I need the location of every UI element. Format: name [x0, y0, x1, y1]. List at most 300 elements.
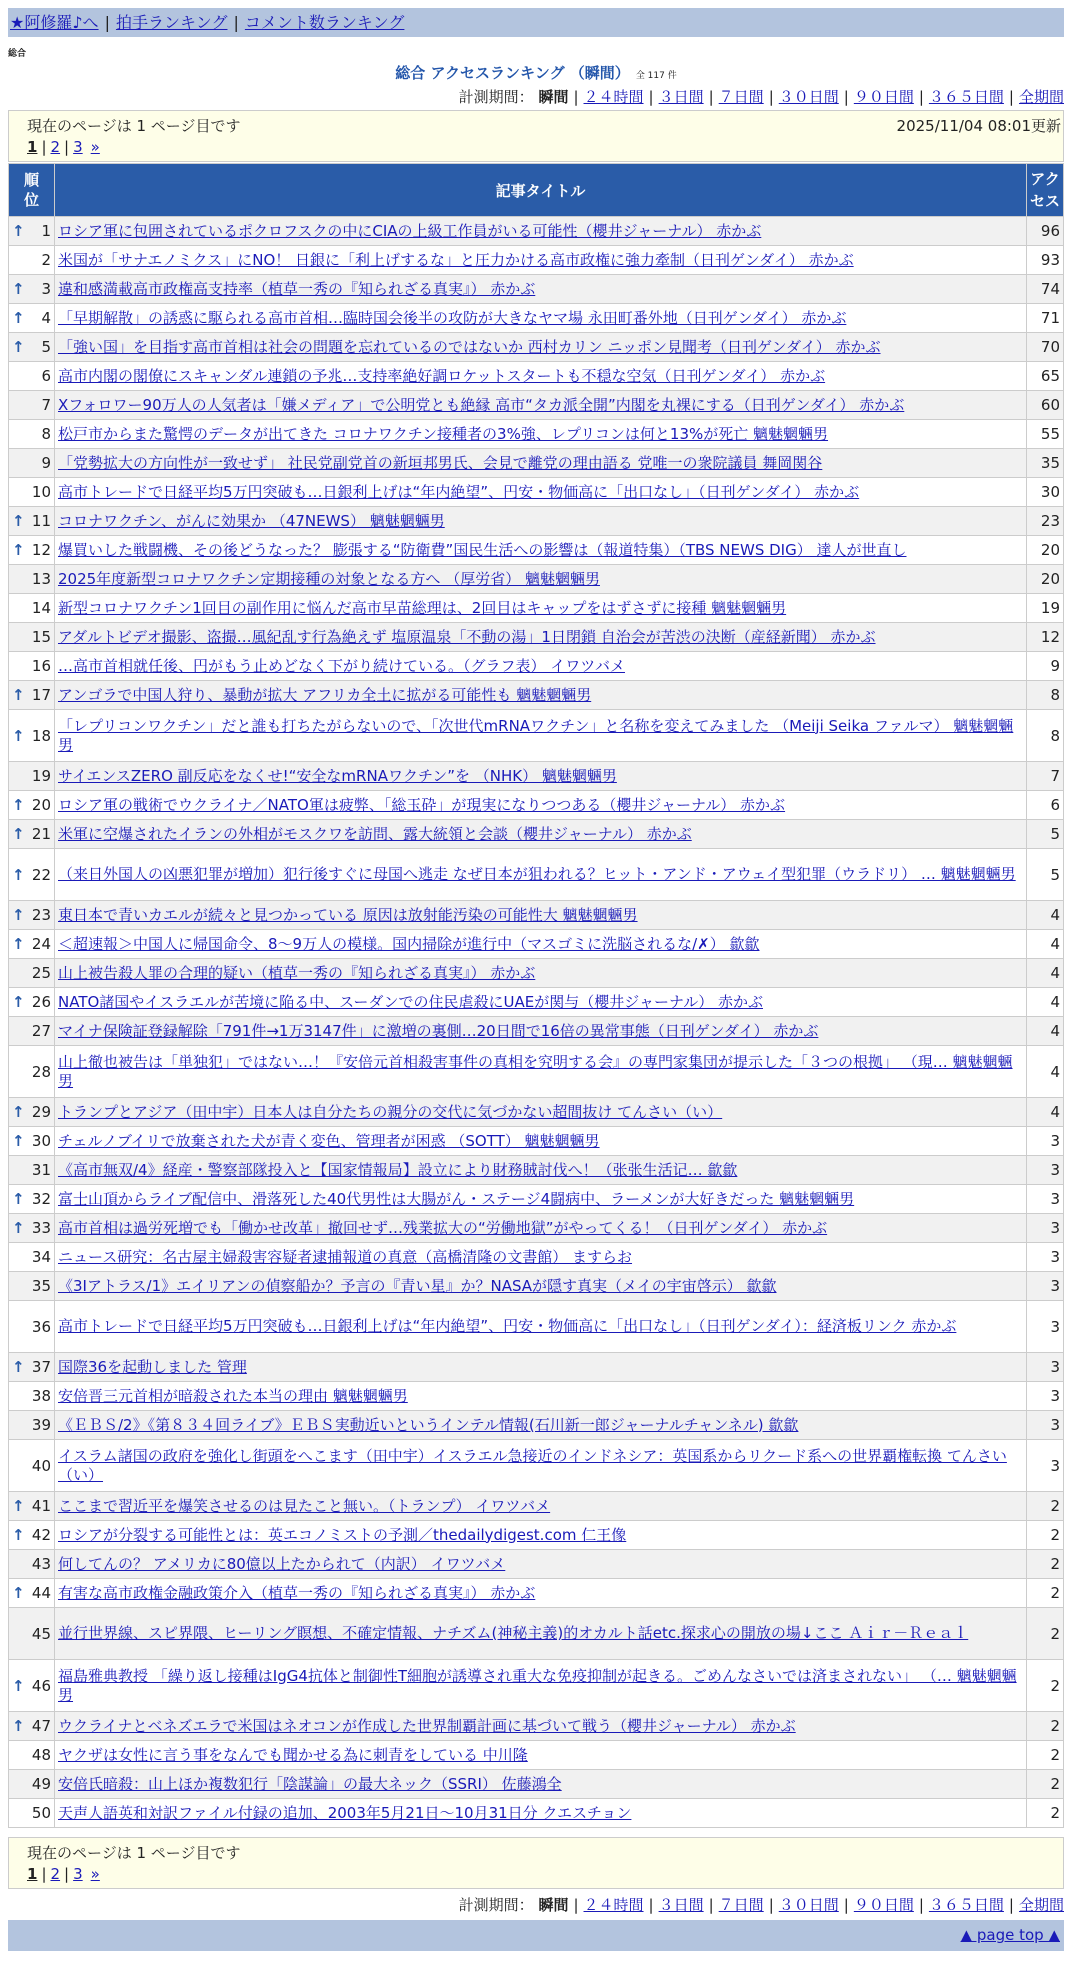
period-24h-link[interactable]: ２４時間: [583, 88, 644, 106]
rank-number: 27: [31, 1022, 51, 1040]
rank-cell: [9, 710, 55, 762]
rank-cell: [9, 849, 55, 901]
table-row: [9, 762, 1064, 791]
table-row: [9, 1127, 1064, 1156]
rank-cell: [9, 594, 55, 623]
title-cell: [55, 1440, 1027, 1492]
rank-number: 3: [41, 280, 51, 298]
table-row: [9, 1214, 1064, 1243]
access-count: 2: [1027, 1799, 1064, 1828]
rank-cell: [9, 217, 55, 246]
rank-cell: [9, 1440, 55, 1492]
rank-up-arrow-icon: ↑: [12, 906, 25, 924]
title-cell: [55, 849, 1027, 901]
rank-up-arrow-icon: ↑: [12, 1219, 25, 1237]
period-selector-bottom: 計測期間： 瞬間 | ２４時間 | ３日間 | ７日間 | ３０日間 | ９０日間 | ３６５日間 | 全期間: [458, 1896, 1064, 1914]
rank-up-arrow-icon: ↑: [12, 796, 25, 814]
article-title-link[interactable]: Xフォロワー90万人の人気者は「嫌メディア」で公明党とも絶縁 高市“タカ派全開”内閣を丸裸にする（日刊ゲンダイ） 赤かぶ: [58, 395, 905, 414]
rank-cell: [9, 1214, 55, 1243]
title-cell: [55, 652, 1027, 681]
period-all-link[interactable]: 全期間: [1018, 1896, 1064, 1914]
rank-number: 39: [31, 1416, 51, 1434]
title-cell: [55, 1741, 1027, 1770]
title-cell: [55, 959, 1027, 988]
rank-up-arrow-icon: ↑: [12, 993, 25, 1011]
title-cell: [55, 681, 1027, 710]
access-count: 55: [1027, 420, 1064, 449]
access-count: 8: [1027, 681, 1064, 710]
access-count: 30: [1027, 478, 1064, 507]
article-title-link[interactable]: マイナ保険証登録解除「791件→1万3147件」に激増の裏側…20日間で16倍の異常事態（日刊ゲンダイ） 赤かぶ: [58, 1021, 819, 1040]
access-count: 60: [1027, 391, 1064, 420]
rank-number: 19: [31, 767, 51, 785]
rank-number: 34: [31, 1248, 51, 1266]
table-row: [9, 1712, 1064, 1741]
rank-cell: [9, 1185, 55, 1214]
rank-cell: [9, 1608, 55, 1660]
rank-number: 4: [41, 309, 51, 327]
rank-number: 8: [41, 425, 51, 443]
home-link[interactable]: ★阿修羅♪へ: [10, 13, 99, 32]
rank-up-arrow-icon: ↑: [12, 1358, 25, 1376]
table-row: [9, 275, 1064, 304]
page-1-link[interactable]: 1: [27, 1865, 38, 1883]
access-count: 2: [1027, 1741, 1064, 1770]
page-info-bottom: [8, 1837, 1064, 1889]
period-24h-link[interactable]: ２４時間: [583, 1896, 644, 1914]
period-all-link[interactable]: 全期間: [1018, 88, 1064, 106]
title-cell: [55, 1272, 1027, 1301]
article-title-link[interactable]: 《3Iアトラス/1》エイリアンの偵察船か？予言の『青い星』か？NASAが隠す真実（メイの宇宙啓示） 歙歙: [58, 1276, 777, 1295]
title-cell: [55, 901, 1027, 930]
access-count: 70: [1027, 333, 1064, 362]
rank-up-arrow-icon: ↑: [12, 1132, 25, 1150]
article-title-link[interactable]: …高市首相就任後、円がもう止めどなく下がり続けている。（グラフ表） イワツバメ: [58, 656, 625, 675]
title-cell: [55, 1550, 1027, 1579]
applause-ranking-link[interactable]: 拍手ランキング: [115, 13, 228, 32]
next-page-link[interactable]: »: [90, 138, 100, 156]
rank-number: 20: [31, 796, 51, 814]
access-count: 2: [1027, 1660, 1064, 1712]
rank-cell: [9, 652, 55, 681]
rank-cell: [9, 478, 55, 507]
title-cell: [55, 333, 1027, 362]
ranking-title: 総合 アクセスランキング （瞬間）: [395, 64, 630, 82]
comment-ranking-link[interactable]: コメント数ランキング: [244, 13, 405, 32]
rank-number: 32: [31, 1190, 51, 1208]
title-cell: [55, 246, 1027, 275]
table-row: [9, 901, 1064, 930]
title-cell: [55, 362, 1027, 391]
rank-number: 6: [41, 367, 51, 385]
rank-cell: [9, 333, 55, 362]
rank-cell: [9, 1712, 55, 1741]
rank-number: 45: [31, 1624, 51, 1643]
page-1-link[interactable]: 1: [27, 138, 38, 156]
article-title-link[interactable]: 高市トレードで日経平均5万円突破も…日銀利上げは“年内絶望”、円安・物価高に「出口なし」（日刊ゲンダイ）：経済板リンク 赤かぶ: [58, 1317, 957, 1335]
article-title-link[interactable]: ロシア軍に包囲されているポクロフスクの中にCIAの上級工作員がいる可能性（櫻井ジャーナル） 赤かぶ: [58, 221, 762, 240]
period-3d-link[interactable]: ３日間: [658, 1896, 704, 1914]
title-cell: [55, 536, 1027, 565]
table-row: [9, 246, 1064, 275]
table-row: [9, 959, 1064, 988]
article-title-link[interactable]: サイエンスZERO 副反応をなくせ!“安全なmRNAワクチン”を （NHK） 魑魅魍魎男: [58, 766, 617, 785]
rank-number: 13: [31, 570, 51, 588]
table-row: [9, 1301, 1064, 1353]
rank-number: 15: [31, 628, 51, 646]
article-title-link[interactable]: コロナワクチン、がんに効果か （47NEWS） 魑魅魍魎男: [58, 511, 445, 530]
article-title-link[interactable]: 山上徹也被告は「単独犯」ではない…！『安倍元首相殺害事件の真相を究明する会』の専門家集団が提示した「３つの根拠」 （現… 魑魅魍魎男: [58, 1052, 1013, 1090]
period-7d-link[interactable]: ７日間: [718, 88, 764, 106]
rank-cell: [9, 420, 55, 449]
rank-number: 47: [31, 1717, 51, 1735]
access-count: 3: [1027, 1411, 1064, 1440]
access-count: 19: [1027, 594, 1064, 623]
article-title-link[interactable]: イスラム諸国の政府を強化し街頭をへこます（田中宇）イスラエル急接近のインドネシア：英国系からリクード系への世界覇権転換 てんさい（い）: [58, 1446, 1007, 1484]
rank-up-arrow-icon: ↑: [12, 686, 25, 704]
rank-cell: [9, 1579, 55, 1608]
table-row: [9, 1660, 1064, 1712]
title-cell: [55, 1382, 1027, 1411]
period-3d-link[interactable]: ３日間: [658, 88, 704, 106]
top-nav-bar: [8, 8, 1064, 37]
access-count: 35: [1027, 449, 1064, 478]
page-top-link[interactable]: ▲ page top ▲: [960, 1926, 1060, 1944]
article-title-link[interactable]: NATO諸国やイスラエルが苦境に陥る中、スーダンでの住民虐殺にUAEが関与（櫻井ジャーナル） 赤かぶ: [58, 992, 763, 1011]
header-title: 記事タイトル: [55, 164, 1027, 217]
rank-cell: [9, 1382, 55, 1411]
rank-number: 5: [41, 338, 51, 356]
access-count: 20: [1027, 536, 1064, 565]
access-count: 3: [1027, 1301, 1064, 1353]
title-cell: [55, 275, 1027, 304]
rank-up-arrow-icon: ↑: [12, 280, 25, 298]
rank-cell: [9, 507, 55, 536]
access-count: 3: [1027, 1185, 1064, 1214]
article-title-link[interactable]: 福島雅典教授 「繰り返し接種はIgG4抗体と制御性T細胞が誘導され重大な免疫抑制が起きる。ごめんなさいでは済まされない」 （… 魑魅魍魎男: [58, 1666, 1017, 1704]
access-count: 4: [1027, 901, 1064, 930]
rank-number: 24: [31, 935, 51, 953]
rank-cell: [9, 1243, 55, 1272]
table-row: [9, 988, 1064, 1017]
article-title-link[interactable]: 安倍晋三元首相が暗殺された本当の理由 魑魅魍魎男: [58, 1386, 408, 1405]
rank-cell: [9, 304, 55, 333]
article-title-link[interactable]: 天声人語英和対訳ファイル付録の追加、2003年5月21日〜10月31日分 クエスチョン: [58, 1803, 632, 1822]
rank-number: 29: [31, 1103, 51, 1121]
table-row: [9, 565, 1064, 594]
article-title-link[interactable]: 「レプリコンワクチン」だと誰も打ちたがらないので、「次世代mRNAワクチン」と名称を変えてみました （Meiji Seika ファルマ） 魑魅魍魎男: [58, 716, 1014, 754]
rank-number: 28: [31, 1062, 51, 1081]
rank-number: 42: [31, 1526, 51, 1544]
pagination: 1 | 2 | 3 »: [27, 1865, 100, 1883]
table-row: [9, 849, 1064, 901]
rank-cell: [9, 681, 55, 710]
table-header-row: [9, 164, 1064, 217]
access-count: 2: [1027, 1770, 1064, 1799]
article-title-link[interactable]: 松戸市からまた驚愕のデータが出てきた コロナワクチン接種者の3%強、レプリコンは何と13%が死亡 魑魅魍魎男: [58, 424, 829, 443]
table-row: [9, 1411, 1064, 1440]
period-365d-link[interactable]: ３６５日間: [928, 88, 1004, 106]
updated-timestamp: 2025/11/04 08:01更新: [896, 117, 1061, 135]
article-title-link[interactable]: 並行世界線、スピ界隈、ヒーリング瞑想、不確定情報、ナチズム(神秘主義)的オカルト話etc.探求心の開放の場↓ここ Ａｉｒ－Ｒｅａｌ: [58, 1624, 969, 1642]
table-row: [9, 362, 1064, 391]
rank-number: 35: [31, 1277, 51, 1295]
title-cell: [55, 1156, 1027, 1185]
rank-cell: [9, 791, 55, 820]
table-row: [9, 1579, 1064, 1608]
header-rank: 順位: [9, 164, 55, 217]
rank-cell: [9, 246, 55, 275]
article-title-link[interactable]: 米軍に空爆されたイランの外相がモスクワを訪問、露大統領と会談（櫻井ジャーナル） 赤かぶ: [58, 824, 692, 843]
table-row: [9, 304, 1064, 333]
period-365d-link[interactable]: ３６５日間: [928, 1896, 1004, 1914]
access-count: 3: [1027, 1440, 1064, 1492]
article-title-link[interactable]: 「強い国」を目指す高市首相は社会の問題を忘れているのではないか 西村カリン ニッポン見聞考（日刊ゲンダイ） 赤かぶ: [58, 337, 881, 356]
title-cell: [55, 1712, 1027, 1741]
rank-number: 14: [31, 599, 51, 617]
rank-cell: [9, 1492, 55, 1521]
rank-cell: [9, 988, 55, 1017]
rank-cell: [9, 901, 55, 930]
rank-number: 37: [31, 1358, 51, 1376]
period-selected: 瞬間: [538, 1896, 569, 1914]
access-count: 65: [1027, 362, 1064, 391]
access-count: 5: [1027, 849, 1064, 901]
rank-cell: [9, 1156, 55, 1185]
rank-cell: [9, 1741, 55, 1770]
article-title-link[interactable]: 違和感満載高市政権高支持率（植草一秀の『知られざる真実』） 赤かぶ: [58, 279, 536, 298]
access-count: 4: [1027, 1098, 1064, 1127]
period-label: 計測期間：: [458, 88, 534, 106]
title-cell: [55, 304, 1027, 333]
article-title-link[interactable]: 《高市無双/4》経産・警察部隊投入と【国家情報局】設立により財務賊討伐へ！（张张生活记… 歙歙: [58, 1160, 738, 1179]
title-cell: [55, 478, 1027, 507]
title-cell: [55, 449, 1027, 478]
table-row: [9, 507, 1064, 536]
article-title-link[interactable]: 富士山頂からライブ配信中、滑落死した40代男性は大腸がん・ステージ4闘病中、ラーメンが大好きだった 魑魅魍魎男: [58, 1189, 855, 1208]
access-count: 3: [1027, 1156, 1064, 1185]
title-cell: [55, 391, 1027, 420]
table-row: [9, 1440, 1064, 1492]
title-cell: [55, 217, 1027, 246]
rank-number: 38: [31, 1387, 51, 1405]
title-cell: [55, 1127, 1027, 1156]
table-row: [9, 1770, 1064, 1799]
page-3-link[interactable]: 3: [73, 138, 83, 156]
period-selector-top: 計測期間： 瞬間 | ２４時間 | ３日間 | ７日間 | ３０日間 | ９０日間 | ３６５日間 | 全期間: [458, 88, 1064, 106]
header-access: アクセス: [1027, 164, 1064, 217]
period-label: 計測期間：: [458, 1896, 534, 1914]
period-7d-link[interactable]: ７日間: [718, 1896, 764, 1914]
title-cell: [55, 1046, 1027, 1098]
table-row: [9, 930, 1064, 959]
rank-up-arrow-icon: ↑: [12, 1717, 25, 1735]
article-title-link[interactable]: ヤクザは女性に言う事をなんでも聞かせる為に刺青をしている 中川隆: [58, 1745, 528, 1764]
title-cell: [55, 507, 1027, 536]
access-count: 20: [1027, 565, 1064, 594]
page-2-link[interactable]: 2: [50, 138, 61, 156]
page-3-link[interactable]: 3: [73, 1865, 83, 1883]
access-count: 2: [1027, 1579, 1064, 1608]
title-cell: [55, 420, 1027, 449]
title-cell: [55, 710, 1027, 762]
table-row: [9, 623, 1064, 652]
title-cell: [55, 1098, 1027, 1127]
rank-cell: [9, 1272, 55, 1301]
title-cell: [55, 820, 1027, 849]
article-title-link[interactable]: 米国が「サナエノミクス」にNO！ 日銀に「利上げするな」と圧力かける高市政権に強力牽制（日刊ゲンダイ） 赤かぶ: [58, 250, 854, 269]
article-title-link[interactable]: 高市首相は過労死増でも「働かせ改革」撤回せず…残業拡大の“労働地獄”がやってくる！（日刊ゲンダイ） 赤かぶ: [58, 1218, 828, 1237]
access-count: 2: [1027, 1712, 1064, 1741]
title-cell: [55, 1017, 1027, 1046]
title-cell: [55, 1185, 1027, 1214]
title-cell: [55, 1770, 1027, 1799]
article-title-link[interactable]: 高市内閣の閣僚にスキャンダル連鎖の予兆…支持率絶好調ロケットスタートも不穏な空気（日刊ゲンダイ） 赤かぶ: [58, 366, 826, 385]
article-title-link[interactable]: ここまで習近平を爆笑させるのは見たこと無い。（トランプ） イワツバメ: [58, 1496, 551, 1515]
rank-number: 31: [31, 1161, 51, 1179]
footer-bar: [8, 1920, 1064, 1951]
rank-up-arrow-icon: ↑: [12, 825, 25, 843]
article-title-link[interactable]: アダルトビデオ撮影、盗撮…風紀乱す行為絶えず 塩原温泉「不動の湯」1日閉鎖 自治会が苦渋の決断（産経新聞） 赤かぶ: [58, 627, 876, 646]
rank-number: 40: [31, 1456, 51, 1475]
rank-number: 12: [31, 541, 51, 559]
rank-cell: [9, 536, 55, 565]
rank-number: 11: [31, 512, 51, 530]
rank-up-arrow-icon: ↑: [12, 1103, 25, 1121]
title-cell: [55, 623, 1027, 652]
article-title-link[interactable]: 2025年度新型コロナワクチン定期接種の対象となる方へ （厚労省） 魑魅魍魎男: [58, 569, 600, 588]
article-title-link[interactable]: ニュース研究：名古屋主婦殺害容疑者逮捕報道の真意（高橋清隆の文書館） ますらお: [58, 1247, 633, 1266]
table-row: [9, 536, 1064, 565]
table-row: [9, 449, 1064, 478]
current-page-text: 現在のページは 1 ページ目です: [27, 117, 241, 135]
access-count: 96: [1027, 217, 1064, 246]
rank-cell: [9, 449, 55, 478]
rank-cell: [9, 623, 55, 652]
rank-number: 48: [31, 1746, 51, 1764]
rank-number: 43: [31, 1555, 51, 1573]
period-30d-link[interactable]: ３０日間: [778, 1896, 839, 1914]
rank-cell: [9, 1660, 55, 1712]
rank-cell: [9, 1770, 55, 1799]
article-title-link[interactable]: 山上被告殺人罪の合理的疑い（植草一秀の『知られざる真実』） 赤かぶ: [58, 963, 536, 982]
article-title-link[interactable]: ウクライナとベネズエラで米国はネオコンが作成した世界制覇計画に基づいて戦う（櫻井ジャーナル） 赤かぶ: [58, 1716, 796, 1735]
rank-number: 10: [31, 483, 51, 501]
rank-cell: [9, 762, 55, 791]
article-title-link[interactable]: ＜超速報＞中国人に帰国命令、8〜9万人の模様。国内掃除が進行中（マスゴミに洗脳されるな/✗） 歙歙: [58, 934, 760, 953]
title-cell: [55, 1411, 1027, 1440]
article-title-link[interactable]: 東日本で青いカエルが続々と見つかっている 原因は放射能汚染の可能性大 魑魅魍魎男: [58, 905, 638, 924]
table-row: [9, 333, 1064, 362]
table-row: [9, 820, 1064, 849]
table-row: [9, 791, 1064, 820]
access-count: 4: [1027, 1046, 1064, 1098]
article-title-link[interactable]: 有害な高市政権金融政策介入（植草一秀の『知られざる真実』） 赤かぶ: [58, 1583, 536, 1602]
article-title-link[interactable]: 高市トレードで日経平均5万円突破も…日銀利上げは“年内絶望”、円安・物価高に「出口なし」（日刊ゲンダイ） 赤かぶ: [58, 482, 860, 501]
article-title-link[interactable]: 《ＥＢＳ/2》《第８３４回ライブ》ＥＢＳ実動近いというインテル情報(石川新一郎ジャーナルチャンネル) 歙歙: [58, 1415, 799, 1434]
article-title-link[interactable]: ロシアが分裂する可能性とは：英エコノミストの予測／thedailydigest.com 仁王像: [58, 1525, 627, 1544]
title-cell: [55, 930, 1027, 959]
table-row: [9, 652, 1064, 681]
rank-cell: [9, 1098, 55, 1127]
article-title-link[interactable]: トランプとアジア（田中宇）日本人は自分たちの親分の交代に気づかない超間抜け てんさい（い）: [58, 1102, 723, 1121]
article-title-link[interactable]: 「早期解散」の誘惑に駆られる高市首相…臨時国会後半の攻防が大きなヤマ場 永田町番外地（日刊ゲンダイ） 赤かぶ: [58, 308, 847, 327]
article-title-link[interactable]: 国際36を起動しました 管理: [58, 1357, 247, 1376]
section-label: 総合: [8, 49, 27, 59]
rank-up-arrow-icon: ↑: [12, 338, 25, 356]
article-title-link[interactable]: チェルノブイリで放棄された犬が青く変色、管理者が困惑 （SOTT） 魑魅魍魎男: [58, 1131, 600, 1150]
next-page-link[interactable]: »: [90, 1865, 100, 1883]
period-90d-link[interactable]: ９０日間: [853, 88, 914, 106]
access-count: 4: [1027, 930, 1064, 959]
table-row: [9, 1098, 1064, 1127]
table-row: [9, 1185, 1064, 1214]
access-count: 6: [1027, 791, 1064, 820]
article-title-link[interactable]: （来日外国人の凶悪犯罪が増加）犯行後すぐに母国へ逃走 なぜ日本が狙われる？ヒット・アンド・アウェイ型犯罪（ウラドリ） … 魑魅魍魎男: [58, 865, 1016, 883]
article-title-link[interactable]: 安倍氏暗殺：山上ほか複数犯行「陰謀論」の最大ネック（SSRI） 佐藤鴻全: [58, 1774, 562, 1793]
access-count: 3: [1027, 1353, 1064, 1382]
access-count: 4: [1027, 1017, 1064, 1046]
article-title-link[interactable]: アンゴラで中国人狩り、暴動が拡大 アフリカ全土に拡がる可能性も 魑魅魍魎男: [58, 685, 592, 704]
access-count: 4: [1027, 988, 1064, 1017]
table-row: [9, 1608, 1064, 1660]
separator: |: [233, 13, 239, 32]
table-row: [9, 1492, 1064, 1521]
access-count: 93: [1027, 246, 1064, 275]
table-row: [9, 594, 1064, 623]
rank-number: 1: [41, 222, 51, 240]
rank-up-arrow-icon: ↑: [12, 541, 25, 559]
access-count: 71: [1027, 304, 1064, 333]
rank-number: 50: [31, 1804, 51, 1822]
article-title-link[interactable]: ロシア軍の戦術でウクライナ／NATO軍は疲弊、「総玉砕」が現実になりつつある（櫻井ジャーナル） 赤かぶ: [58, 795, 786, 814]
rank-cell: [9, 362, 55, 391]
title-cell: [55, 988, 1027, 1017]
rank-number: 2: [41, 251, 51, 269]
access-count: 3: [1027, 1382, 1064, 1411]
page-2-link[interactable]: 2: [50, 1865, 61, 1883]
title-cell: [55, 1660, 1027, 1712]
table-row: [9, 1550, 1064, 1579]
rank-cell: [9, 391, 55, 420]
rank-up-arrow-icon: ↑: [12, 1190, 25, 1208]
article-title-link[interactable]: 何してんの？ アメリカに80億以上たかられて（内訳） イワツバメ: [58, 1554, 506, 1573]
period-30d-link[interactable]: ３０日間: [778, 88, 839, 106]
rank-cell: [9, 820, 55, 849]
rank-cell: [9, 930, 55, 959]
rank-number: 18: [31, 726, 51, 745]
rank-number: 23: [31, 906, 51, 924]
access-count: 2: [1027, 1550, 1064, 1579]
rank-up-arrow-icon: ↑: [12, 222, 25, 240]
table-row: [9, 1243, 1064, 1272]
period-90d-link[interactable]: ９０日間: [853, 1896, 914, 1914]
access-count: 2: [1027, 1521, 1064, 1550]
rank-number: 17: [31, 686, 51, 704]
title-cell: [55, 1492, 1027, 1521]
table-row: [9, 1017, 1064, 1046]
article-title-link[interactable]: 新型コロナワクチン1回目の副作用に悩んだ高市早苗総理は、2回目はキャップをはずさずに接種 魑魅魍魎男: [58, 598, 787, 617]
access-count: 2: [1027, 1492, 1064, 1521]
rank-cell: [9, 959, 55, 988]
rank-number: 7: [41, 396, 51, 414]
article-title-link[interactable]: 爆買いした戦闘機、その後どうなった？ 膨張する“防衛費”国民生活への影響は（報道特集）（TBS NEWS DIG） 達人が世直し: [58, 540, 907, 559]
rank-cell: [9, 1046, 55, 1098]
table-row: [9, 1741, 1064, 1770]
title-cell: [55, 1301, 1027, 1353]
rank-up-arrow-icon: ↑: [12, 512, 25, 530]
article-title-link[interactable]: 「党勢拡大の方向性が一致せず」 社民党副党首の新垣邦男氏、会見で離党の理由語る 党唯一の衆院議員 舞岡関谷: [58, 453, 823, 472]
